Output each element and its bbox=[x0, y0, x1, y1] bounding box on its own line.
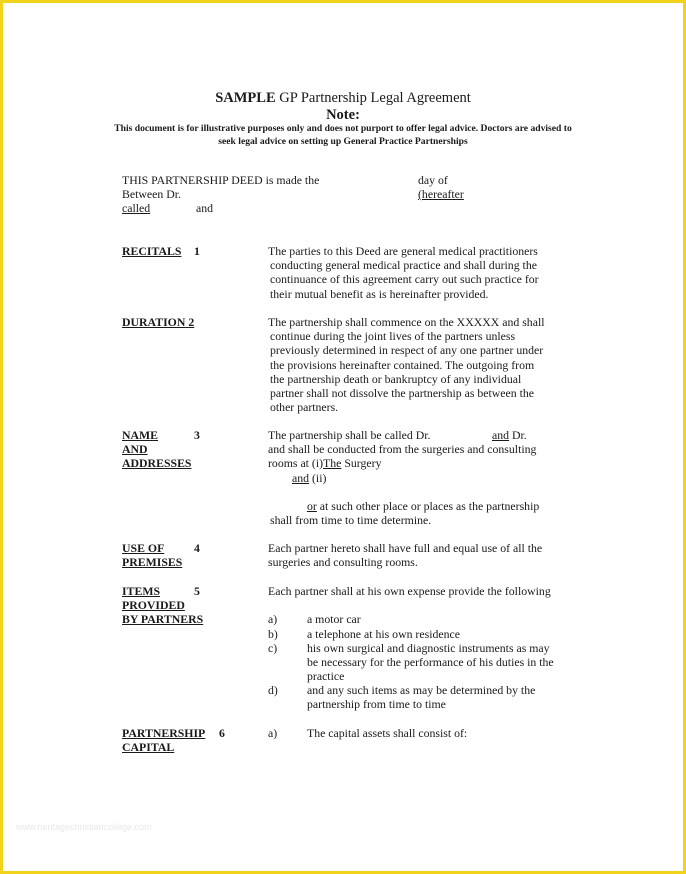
capital-number: 6 bbox=[219, 726, 225, 740]
note-heading: Note: bbox=[326, 107, 360, 123]
items-intro: Each partner shall at his own expense provide the following bbox=[268, 584, 551, 598]
recitals-number: 1 bbox=[194, 244, 200, 258]
name-heading: NAME AND ADDRESSES bbox=[122, 428, 192, 471]
intro-hereafter: (hereafter bbox=[418, 187, 464, 201]
capital-label-a: a) bbox=[268, 726, 278, 740]
items-label-d: d) bbox=[268, 683, 278, 697]
name-line-2: and shall be conducted from the surgeries and consulting bbox=[268, 442, 537, 456]
duration-text: The partnership shall commence on the XXXXX and shall continue during the joint lives of the partners unless previously determined in respect of any one partner under the provisions hereinafter contained. The outgoing from the partnership death or bankruptcy of any individual partner shall not dissolve the partnership as between the other partners. bbox=[268, 315, 545, 415]
items-text-c: his own surgical and diagnostic instruments as may be necessary for the performance of his duties in the practice bbox=[307, 641, 554, 684]
items-text-b: a telephone at his own residence bbox=[307, 627, 460, 641]
name-line-1a: The partnership shall be called Dr. bbox=[268, 428, 431, 442]
items-label-b: b) bbox=[268, 627, 278, 641]
items-label-a: a) bbox=[268, 612, 278, 626]
document-title: SAMPLE GP Partnership Legal Agreement bbox=[215, 90, 471, 106]
recitals-heading: RECITALS bbox=[122, 244, 182, 258]
disclaimer-text: This document is for illustrative purposes only and does not purport to offer legal advice. Doctors are advised to seek legal advice on setting up General Practice Partnerships bbox=[114, 123, 572, 147]
name-line-6: shall from time to time determine. bbox=[270, 513, 432, 527]
items-label-c: c) bbox=[268, 641, 278, 655]
items-heading: ITEMS PROVIDED BY PARTNERS bbox=[122, 584, 204, 627]
use-heading: USE OF PREMISES bbox=[122, 541, 183, 570]
intro-line-1: THIS PARTNERSHIP DEED is made the bbox=[122, 173, 320, 187]
name-line-3: rooms at (i)The Surgery bbox=[268, 456, 382, 470]
recitals-text: The parties to this Deed are general medical practitioners conducting general medical practice and shall during the continuance of this agreement carry out such practice for their mutual benefit as is hereinafter provided. bbox=[268, 244, 539, 301]
name-line-4: and (ii) bbox=[292, 471, 327, 485]
items-text-d: and any such items as may be determined by the partnership from time to time bbox=[307, 683, 536, 712]
name-line-1b: and Dr. bbox=[492, 428, 527, 442]
name-number: 3 bbox=[194, 428, 200, 442]
items-text-a: a motor car bbox=[307, 612, 361, 626]
intro-day-of: day of bbox=[418, 173, 448, 187]
duration-heading: DURATION 2 bbox=[122, 315, 195, 329]
use-number: 4 bbox=[194, 541, 200, 555]
use-text: Each partner hereto shall have full and equal use of all the surgeries and consulting rooms. bbox=[268, 541, 543, 570]
intro-called: called bbox=[122, 201, 151, 215]
capital-text: The capital assets shall consist of: bbox=[307, 726, 468, 740]
intro-line-2: Between Dr. bbox=[122, 187, 181, 201]
items-number: 5 bbox=[194, 584, 200, 598]
watermark-text: www.heritagechristiancollege.com bbox=[16, 822, 152, 832]
intro-and: and bbox=[196, 201, 214, 215]
name-line-5: or at such other place or places as the partnership bbox=[307, 499, 540, 513]
capital-heading: PARTNERSHIP CAPITAL bbox=[122, 726, 206, 755]
